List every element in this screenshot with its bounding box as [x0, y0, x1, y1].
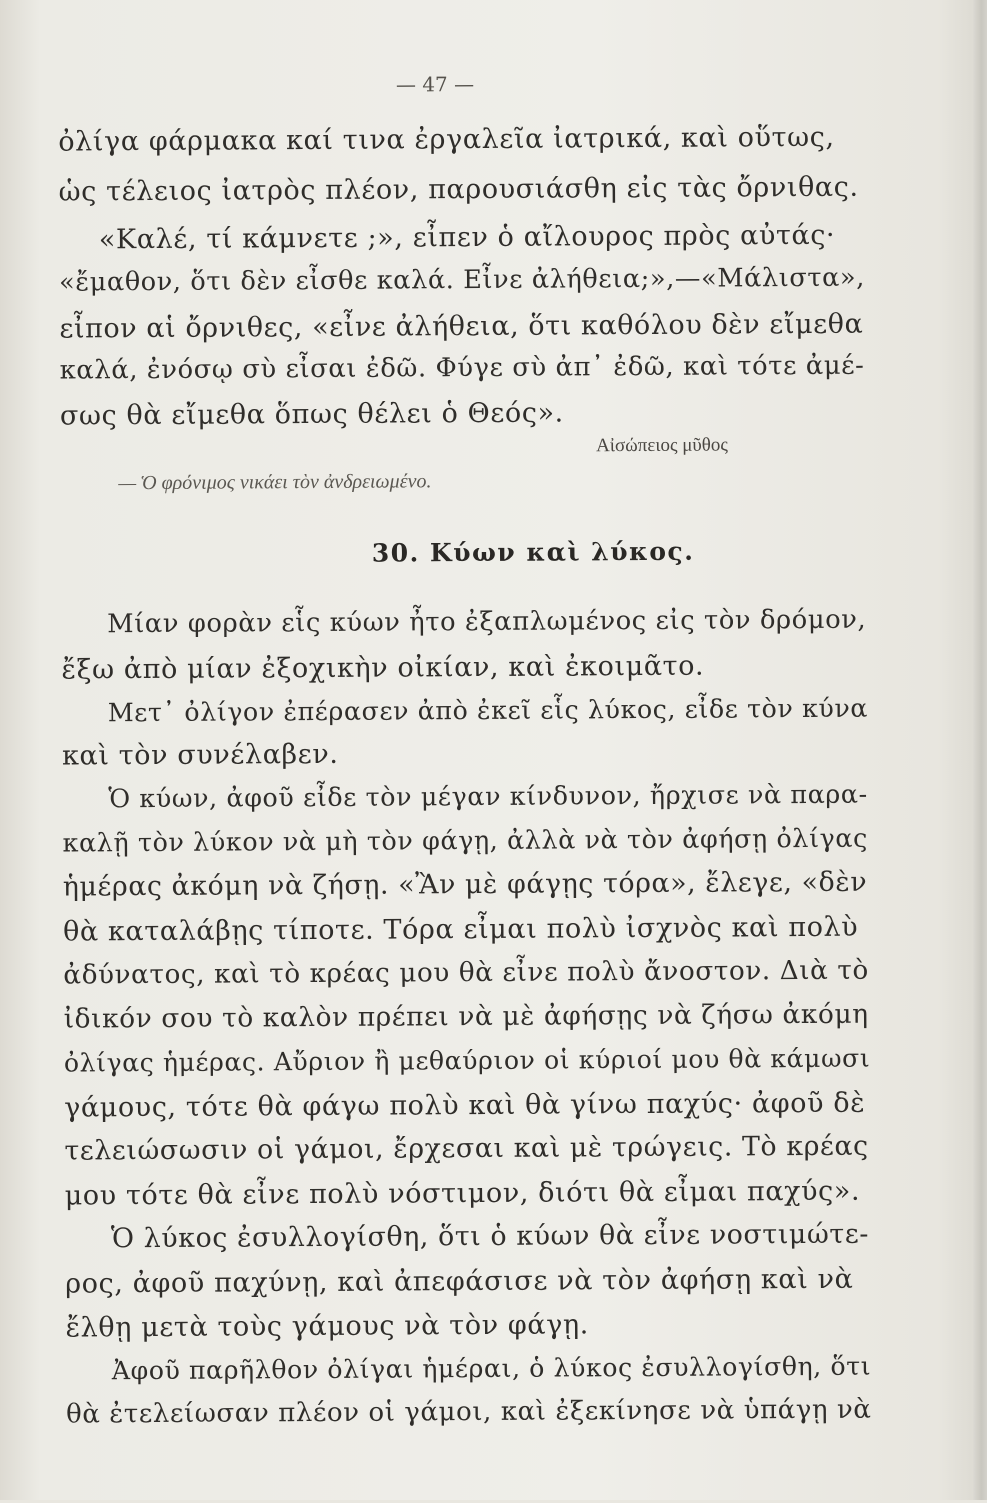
text-line: μου τότε θὰ εἶνε πολὺ νόστιμον, διότι θὰ εἶμαι παχύς».: [64, 1175, 861, 1212]
text-line: θὰ ἐτελείωσαν πλέον οἱ γάμοι, καὶ ἐξεκίνησε νὰ ὑπάγῃ νὰ: [65, 1394, 872, 1430]
text-line: ἔξω ἀπὸ μίαν ἐξοχικὴν οἰκίαν, καὶ ἐκοιμᾶτο.: [61, 650, 705, 686]
text-line: ὀλίγας ἡμέρας. Αὔριον ἢ μεθαύριον οἱ κύριοί μου θὰ κάμωσι: [63, 1043, 871, 1078]
text-line: Μετ᾽ ὀλίγον ἐπέρασεν ἀπὸ ἐκεῖ εἷς λύκος, εἶδε τὸν κύνα: [107, 693, 869, 728]
text-line: «ἔμαθον, ὅτι δὲν εἶσθε καλά. Εἶνε ἀλήθεια;»,—«Μάλιστα»,: [59, 262, 866, 298]
text-line: ὀλίγα φάρμακα καί τινα ἐργαλεῖα ἰατρικά, καὶ οὕτως,: [58, 121, 835, 158]
moral-line: [118, 470, 431, 495]
text-line: καλῇ τὸν λύκον νὰ μὴ τὸν φάγῃ, ἀλλὰ νὰ τὸν ἀφήσῃ ὀλίγας: [62, 822, 868, 858]
text-line: καὶ τὸν συνέλαβεν.: [61, 738, 339, 772]
text-line: Ὁ κύων, ἀφοῦ εἶδε τὸν μέγαν κίνδυνον, ἤρχισε νὰ παρα-: [108, 778, 868, 814]
text-line: «Καλέ, τί κάμνετε ;», εἶπεν ὁ αἴλουρος πρὸς αὐτάς·: [98, 219, 836, 256]
text-line: γάμους, τότε θὰ φάγω πολὺ καὶ θὰ γίνω παχύς· ἀφοῦ δὲ: [64, 1087, 866, 1124]
text-line: τελειώσωσιν οἱ γάμοι, ἔρχεσαι καὶ μὲ τρώγεις. Τὸ κρέας: [64, 1130, 869, 1167]
page-number: — 47 —: [395, 72, 475, 97]
text-line: εἶπον αἱ ὄρνιθες, «εἶνε ἀλήθεια, ὅτι καθόλου δὲν εἴμεθα: [59, 308, 864, 345]
text-line: θὰ καταλάβῃς τίποτε. Τόρα εἶμαι πολὺ ἰσχνὸς καὶ πολὺ: [63, 911, 859, 948]
text-line: Μίαν φορὰν εἷς κύων ἦτο ἐξαπλωμένος εἰς τὸν δρόμον,: [107, 604, 867, 640]
text-line: Ἀφοῦ παρῆλθον ὀλίγαι ἡμέραι, ὁ λύκος ἐσυλλογίσθη, ὅτι: [111, 1351, 872, 1386]
text-line: ρος, ἀφοῦ παχύνῃ, καὶ ἀπεφάσισε νὰ τὸν ἀφήσῃ καὶ νὰ: [65, 1263, 854, 1300]
text-line: καλά, ἐνόσῳ σὺ εἶσαι ἐδῶ. Φύγε σὺ ἀπ᾽ ἐδῶ, καὶ τότε ἀμέ-: [59, 350, 865, 386]
text-line: σως θὰ εἴμεθα ὅπως θέλει ὁ Θεός».: [59, 397, 564, 432]
text-line: ἡμέρας ἀκόμη νὰ ζήσῃ. «Ἂν μὲ φάγῃς τόρα», ἔλεγε, «δὲν: [62, 866, 868, 903]
fable-source: Αἰσώπειος μῦθος: [596, 434, 728, 457]
text-line: Ὁ λύκος ἐσυλλογίσθη, ὅτι ὁ κύων θὰ εἶνε νοστιμώτε-: [110, 1218, 870, 1255]
text-line: ἰδικόν σου τὸ καλὸν πρέπει νὰ μὲ ἀφήσῃς νὰ ζήσω ἀκόμη: [63, 998, 869, 1035]
text-line: ἀδύνατος, καὶ τὸ κρέας μου θὰ εἶνε πολὺ ἄνοστον. Διὰ τὸ: [63, 955, 869, 991]
moral-dash: —: [118, 472, 137, 495]
text-line: ὡς τέλειος ἰατρὸς πλέον, παρουσιάσθη εἰς τὰς ὄρνιθας.: [58, 171, 859, 208]
text-line: ἔλθῃ μετὰ τοὺς γάμους νὰ τὸν φάγῃ.: [65, 1309, 589, 1344]
moral-text: Ὁ φρόνιμος νικάει τὸν ἀνδρειωμένο.: [140, 470, 432, 495]
section-title: 30. Κύων καὶ λύκος.: [371, 536, 695, 568]
